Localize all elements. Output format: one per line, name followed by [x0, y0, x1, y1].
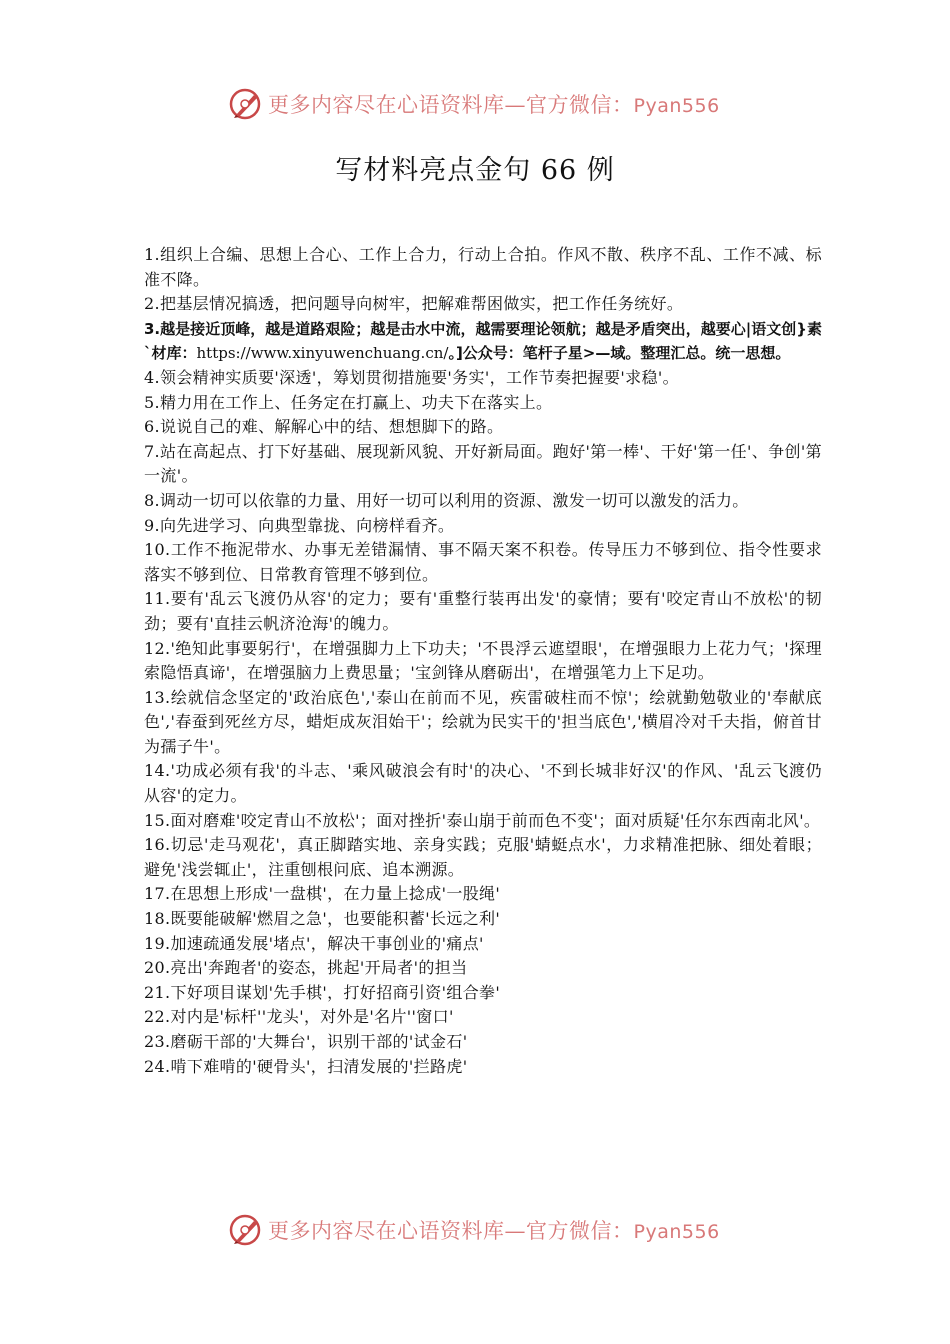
list-item-3: [144, 317, 822, 366]
item3-text-b: 。]公众号：笔杆子星>—域。整理汇总。统一思想。: [448, 344, 791, 363]
list-item: 6.说说自己的难、解解心中的结、想想脚下的路。: [144, 417, 504, 437]
banner-text: [268, 1215, 720, 1245]
list-item: 4.领会精神实质要'深透'，筹划贯彻措施要'务实'，工作节奏把握要'求稳'。: [144, 367, 679, 387]
list-item: 1.组织上合编、思想上合心、工作上合力，行动上合拍。作风不散、秩序不乱、工作不减、标准不降。: [144, 245, 822, 289]
list-item: 18.既要能破解'燃眉之急'，也要能积蓄'长远之利': [144, 909, 501, 929]
list-item: 19.加速疏通发展'堵点'，解决干事创业的'痛点': [144, 933, 484, 953]
banner-wechat-id: Pyan556: [633, 1221, 720, 1243]
list-item: 15.面对磨难'咬定青山不放松'；面对挫折'泰山崩于前而色不变'；面对质疑'任尔东西南北风'。: [144, 810, 821, 830]
list-item: 10.工作不拖泥带水、办事无差错漏情、事不隔天案不积卷。传导压力不够到位、指令性要求落实不够到位、日常教育管理不够到位。: [144, 540, 822, 584]
item3-text-a: 3.越是接近顶峰，越是道路艰险；越是击水中流，越需要理论领航；越是矛盾突出，越要心|语文创}素`材库：: [144, 319, 822, 363]
list-item: 23.磨砺干部的'大舞台'，识别干部的'试金石': [144, 1032, 468, 1051]
list-item: 13.绘就信念坚定的'政治底色','泰山在前而不见，疾雷破柱而不惊'；绘就勤勉敬业的'奉献底色','春蚕到死丝方尽，蜡炬成灰泪始干'；绘就为民实干的'担当底色','横眉冷对千夫指，俯首甘为孺子牛'。: [144, 687, 822, 756]
list-item: 14.'功成必须有我'的斗志、'乘风破浪会有时'的决心、'不到长城非好汉'的作风、'乱云飞渡仍从容'的定力。: [144, 761, 822, 806]
header-watermark-banner: [228, 84, 748, 124]
banner-label: 更多内容尽在心语资料库—官方微信：: [268, 93, 634, 117]
list-item: 2.把基层情况搞透，把问题导向树牢，把解难帮困做实，把工作任务统好。: [144, 294, 684, 314]
list-item: 16.切忌'走马观花'，真正脚踏实地、亲身实践；克服'蜻蜓点水'，力求精准把脉、细处着眼；避免'浅尝辄止'，注重刨根问底、追本溯源。: [144, 835, 822, 879]
list-item: 7.站在高起点、打下好基础、展现新风貌、开好新局面。跑好'第一棒'、干好'第一任'、争创'第一流'。: [144, 441, 822, 486]
list-item: 21.下好项目谋划'先手棋'，打好招商引资'组合拳': [144, 982, 501, 1002]
pen-logo-icon: [228, 1212, 264, 1248]
list-item: 5.精力用在工作上、任务定在打赢上、功夫下在落实上。: [144, 392, 553, 412]
banner-text: [268, 89, 720, 119]
list-item: 20.亮出'奔跑者'的姿态，挑起'开局者'的担当: [144, 958, 468, 978]
document-body: [144, 243, 822, 1079]
page-title: 写材料亮点金句 66 例: [335, 155, 615, 186]
list-item: 8.调动一切可以依靠的力量、用好一切可以利用的资源、激发一切可以激发的活力。: [144, 490, 749, 510]
list-item: 9.向先进学习、向典型靠拢、向榜样看齐。: [144, 515, 455, 535]
banner-label: 更多内容尽在心语资料库—官方微信：: [268, 1219, 634, 1243]
list-item: 24.啃下难啃的'硬骨头'，扫清发展的'拦路虎': [144, 1056, 468, 1076]
item3-url: https://www.xinyuwenchuang.cn/: [196, 344, 449, 363]
list-item: 17.在思想上形成'一盘棋'，在力量上捻成'一股绳': [144, 884, 501, 904]
pen-logo-icon: [228, 86, 264, 122]
banner-wechat-id: Pyan556: [633, 95, 720, 117]
list-item: 12.'绝知此事要躬行'，在增强脚力上下功夫；'不畏浮云遮望眼'，在增强眼力上花力气；'探理索隐悟真谛'，在增强脑力上费思量；'宝剑锋从磨砺出'，在增强笔力上下足功。: [144, 638, 822, 683]
footer-watermark-banner: [228, 1210, 748, 1250]
list-item: 22.对内是'标杆''龙头'，对外是'名片''窗口': [144, 1007, 454, 1027]
list-item: 11.要有'乱云飞渡仍从容'的定力；要有'重整行装再出发'的豪情；要有'咬定青山不放松'的韧劲；要有'直挂云帆济沧海'的魄力。: [144, 589, 822, 633]
